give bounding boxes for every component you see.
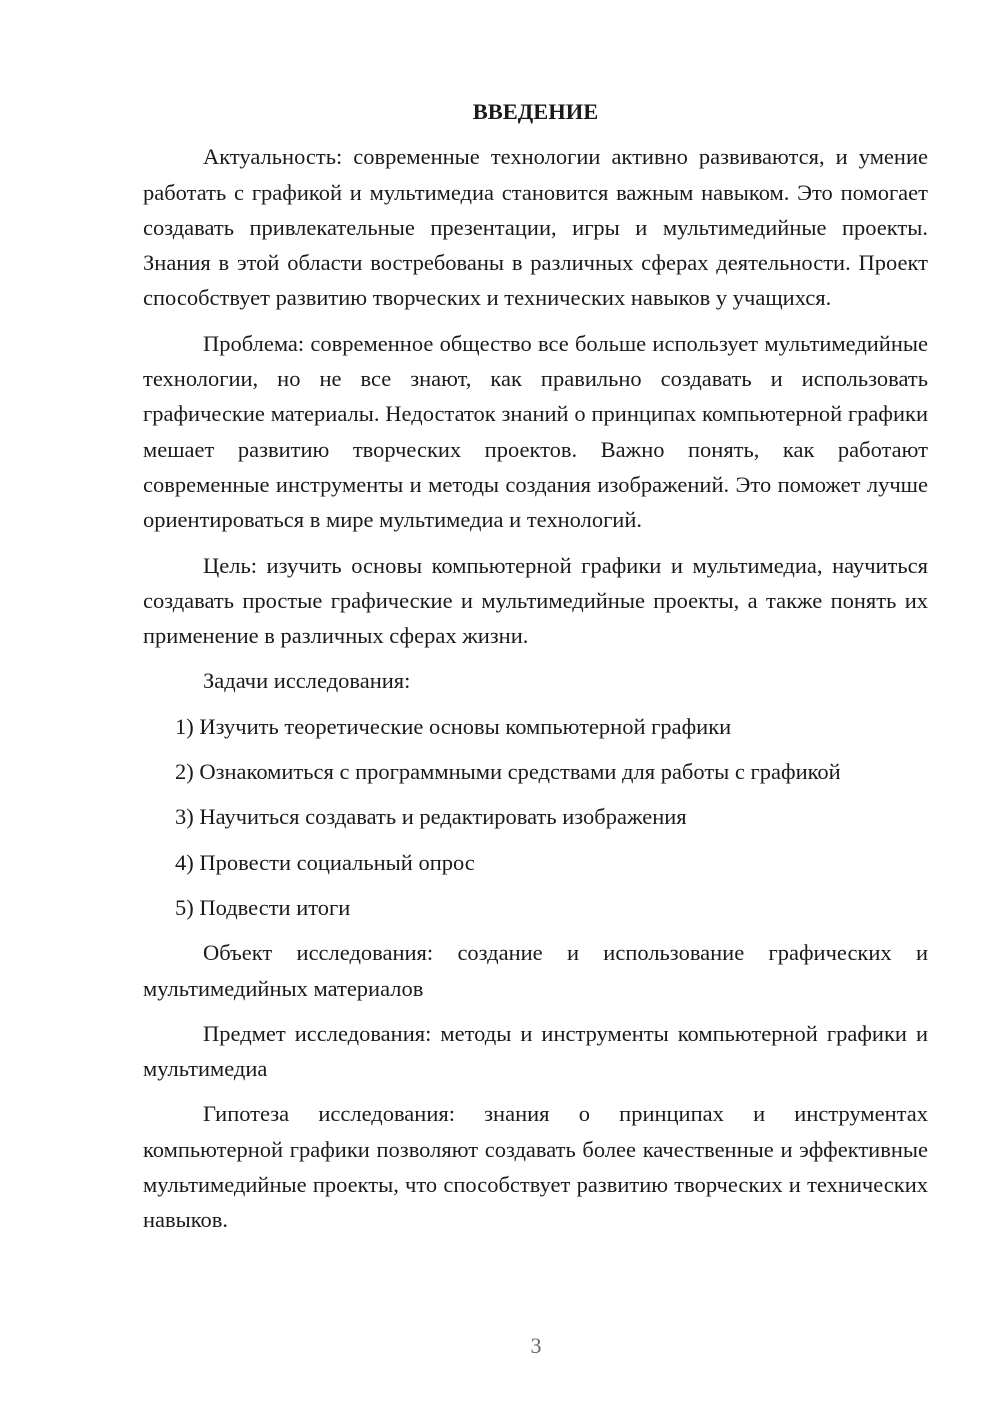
hypothesis-paragraph: Гипотеза исследования: знания о принципах и инструментах компьютерной графики позволяют создавать более качественные и эффективные мультимедийные проекты, что способствует развитию творческих и технических навыков. — [143, 1101, 928, 1233]
relevance-paragraph: Актуальность: современные технологии активно развиваются, и умение работать с графикой и мультимедиа становится важным навыком. Это помогает создавать привлекательные презентации, игры и мультимедийные проекты. Знания в этой области востребованы в различных сферах деятельности. Проект способствует развитию творческих и технических навыков у учащихся. — [143, 144, 928, 311]
object-paragraph: Объект исследования: создание и использование графических и мультимедийных материалов — [143, 940, 928, 1001]
goal-paragraph: Цель: изучить основы компьютерной графики и мультимедиа, научиться создавать простые графические и мультимедийные проекты, а также понять их применение в различных сферах жизни. — [143, 552, 928, 649]
task-item: 5) Подвести итоги — [175, 894, 351, 920]
section-title: ВВЕДЕНИЕ — [472, 99, 599, 124]
task-item: 3) Научиться создавать и редактировать изображения — [175, 804, 687, 830]
tasks-list — [143, 709, 928, 925]
page-number: 3 — [530, 1333, 542, 1358]
problem-paragraph: Проблема: современное общество все больше использует мультимедийные технологии, но не все знают, как правильно создавать и использовать графические материалы. Недостаток знаний о принципах компьютерной графики мешает развитию творческих проектов. Важно понять, как работают современные инструменты и методы создания изображений. Это поможет лучше ориентироваться в мире мультимедиа и технологий. — [143, 330, 928, 533]
task-item: 1) Изучить теоретические основы компьютерной графики — [175, 713, 732, 739]
subject-paragraph: Предмет исследования: методы и инструменты компьютерной графики и мультимедиа — [143, 1020, 928, 1082]
tasks-heading: Задачи исследования: — [203, 668, 411, 694]
task-item: 4) Провести социальный опрос — [175, 849, 475, 875]
page-content — [143, 94, 928, 1248]
task-item: 2) Ознакомиться с программными средствами для работы с графикой — [175, 759, 841, 785]
